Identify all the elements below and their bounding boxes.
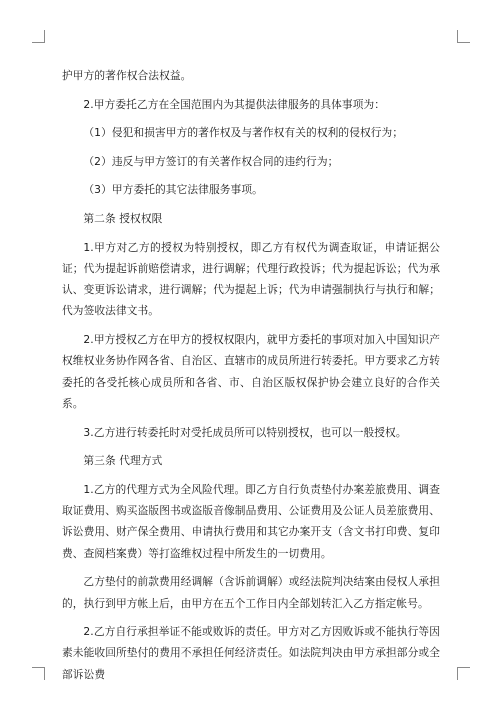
paragraph-burden-of-proof: 2.乙方自行承担举证不能或败诉的责任。甲方对乙方因败诉或不能执行等因素未能收回所垫付的费用不承担任何经济责任。如法院判决由甲方承担部分或全部诉讼费 [62, 625, 440, 681]
crop-mark-top-right [457, 30, 470, 43]
paragraph-cost-reimbursement: 乙方垫付的前款费用经调解（含诉前调解）或经法院判决结案由侵权人承担的，执行到甲方帐上后，由甲方在五个工作日内全部划转汇入乙方指定帐号。 [62, 575, 440, 610]
paragraph-item-3: （3）甲方委托的其它法律服务事项。 [83, 183, 263, 197]
crop-mark-bottom-left [32, 667, 45, 680]
paragraph-special-authorization: 1.甲方对乙方的授权为特别授权，即乙方有权代为调查取证，申请证据公证；代为提起诉前赔偿请求，进行调解；代理行政投诉；代为提起诉讼；代为承认、变更诉讼请求，进行调解；代为提起上诉；代为申请强制执行与执行和解；代为签收法律文书。 [62, 240, 440, 318]
paragraph-delegation-authority: 3.乙方进行转委托时对受托成员所可以特别授权，也可以一般授权。 [83, 425, 407, 439]
paragraph-sub-delegation: 2.甲方授权乙方在甲方的授权权限内，就甲方委托的事项对加入中国知识产权维权业务协作网各省、自治区、直辖市的成员所进行转委托。甲方要求乙方转委托的各受托核心成员所和各省、市、自治区版权保护协会建立良好的合作关系。 [62, 333, 440, 410]
paragraph-item-2: （2）违反与甲方签订的有关著作权合同的违约行为； [83, 154, 339, 168]
crop-mark-top-left [32, 30, 45, 43]
section-heading-agency-method: 第三条 代理方式 [83, 454, 163, 468]
section-heading-authorization: 第二条 授权权限 [83, 211, 163, 225]
crop-mark-bottom-right [457, 667, 470, 680]
paragraph-service-scope: 2.甲方委托乙方在全国范围内为其提供法律服务的具体事项为： [83, 97, 386, 111]
paragraph-item-1: （1）侵犯和损害甲方的著作权及与著作权有关的权利的侵权行为； [83, 126, 404, 140]
document-body [62, 65, 440, 692]
paragraph-continuation: 护甲方的著作权合法权益。 [62, 69, 192, 82]
paragraph-full-risk-agency: 1.乙方的代理方式为全风险代理。即乙方自行负责垫付办案差旅费用、调查取证费用、购买盗版图书或盗版音像制品费用、公证费用及公证人员差旅费用、诉讼费用、财产保全费用、申请执行费用和其它办案开支（含文书打印费、复印费、查阅档案费）等打盗维权过程中所发生的一切费用。 [62, 482, 440, 560]
